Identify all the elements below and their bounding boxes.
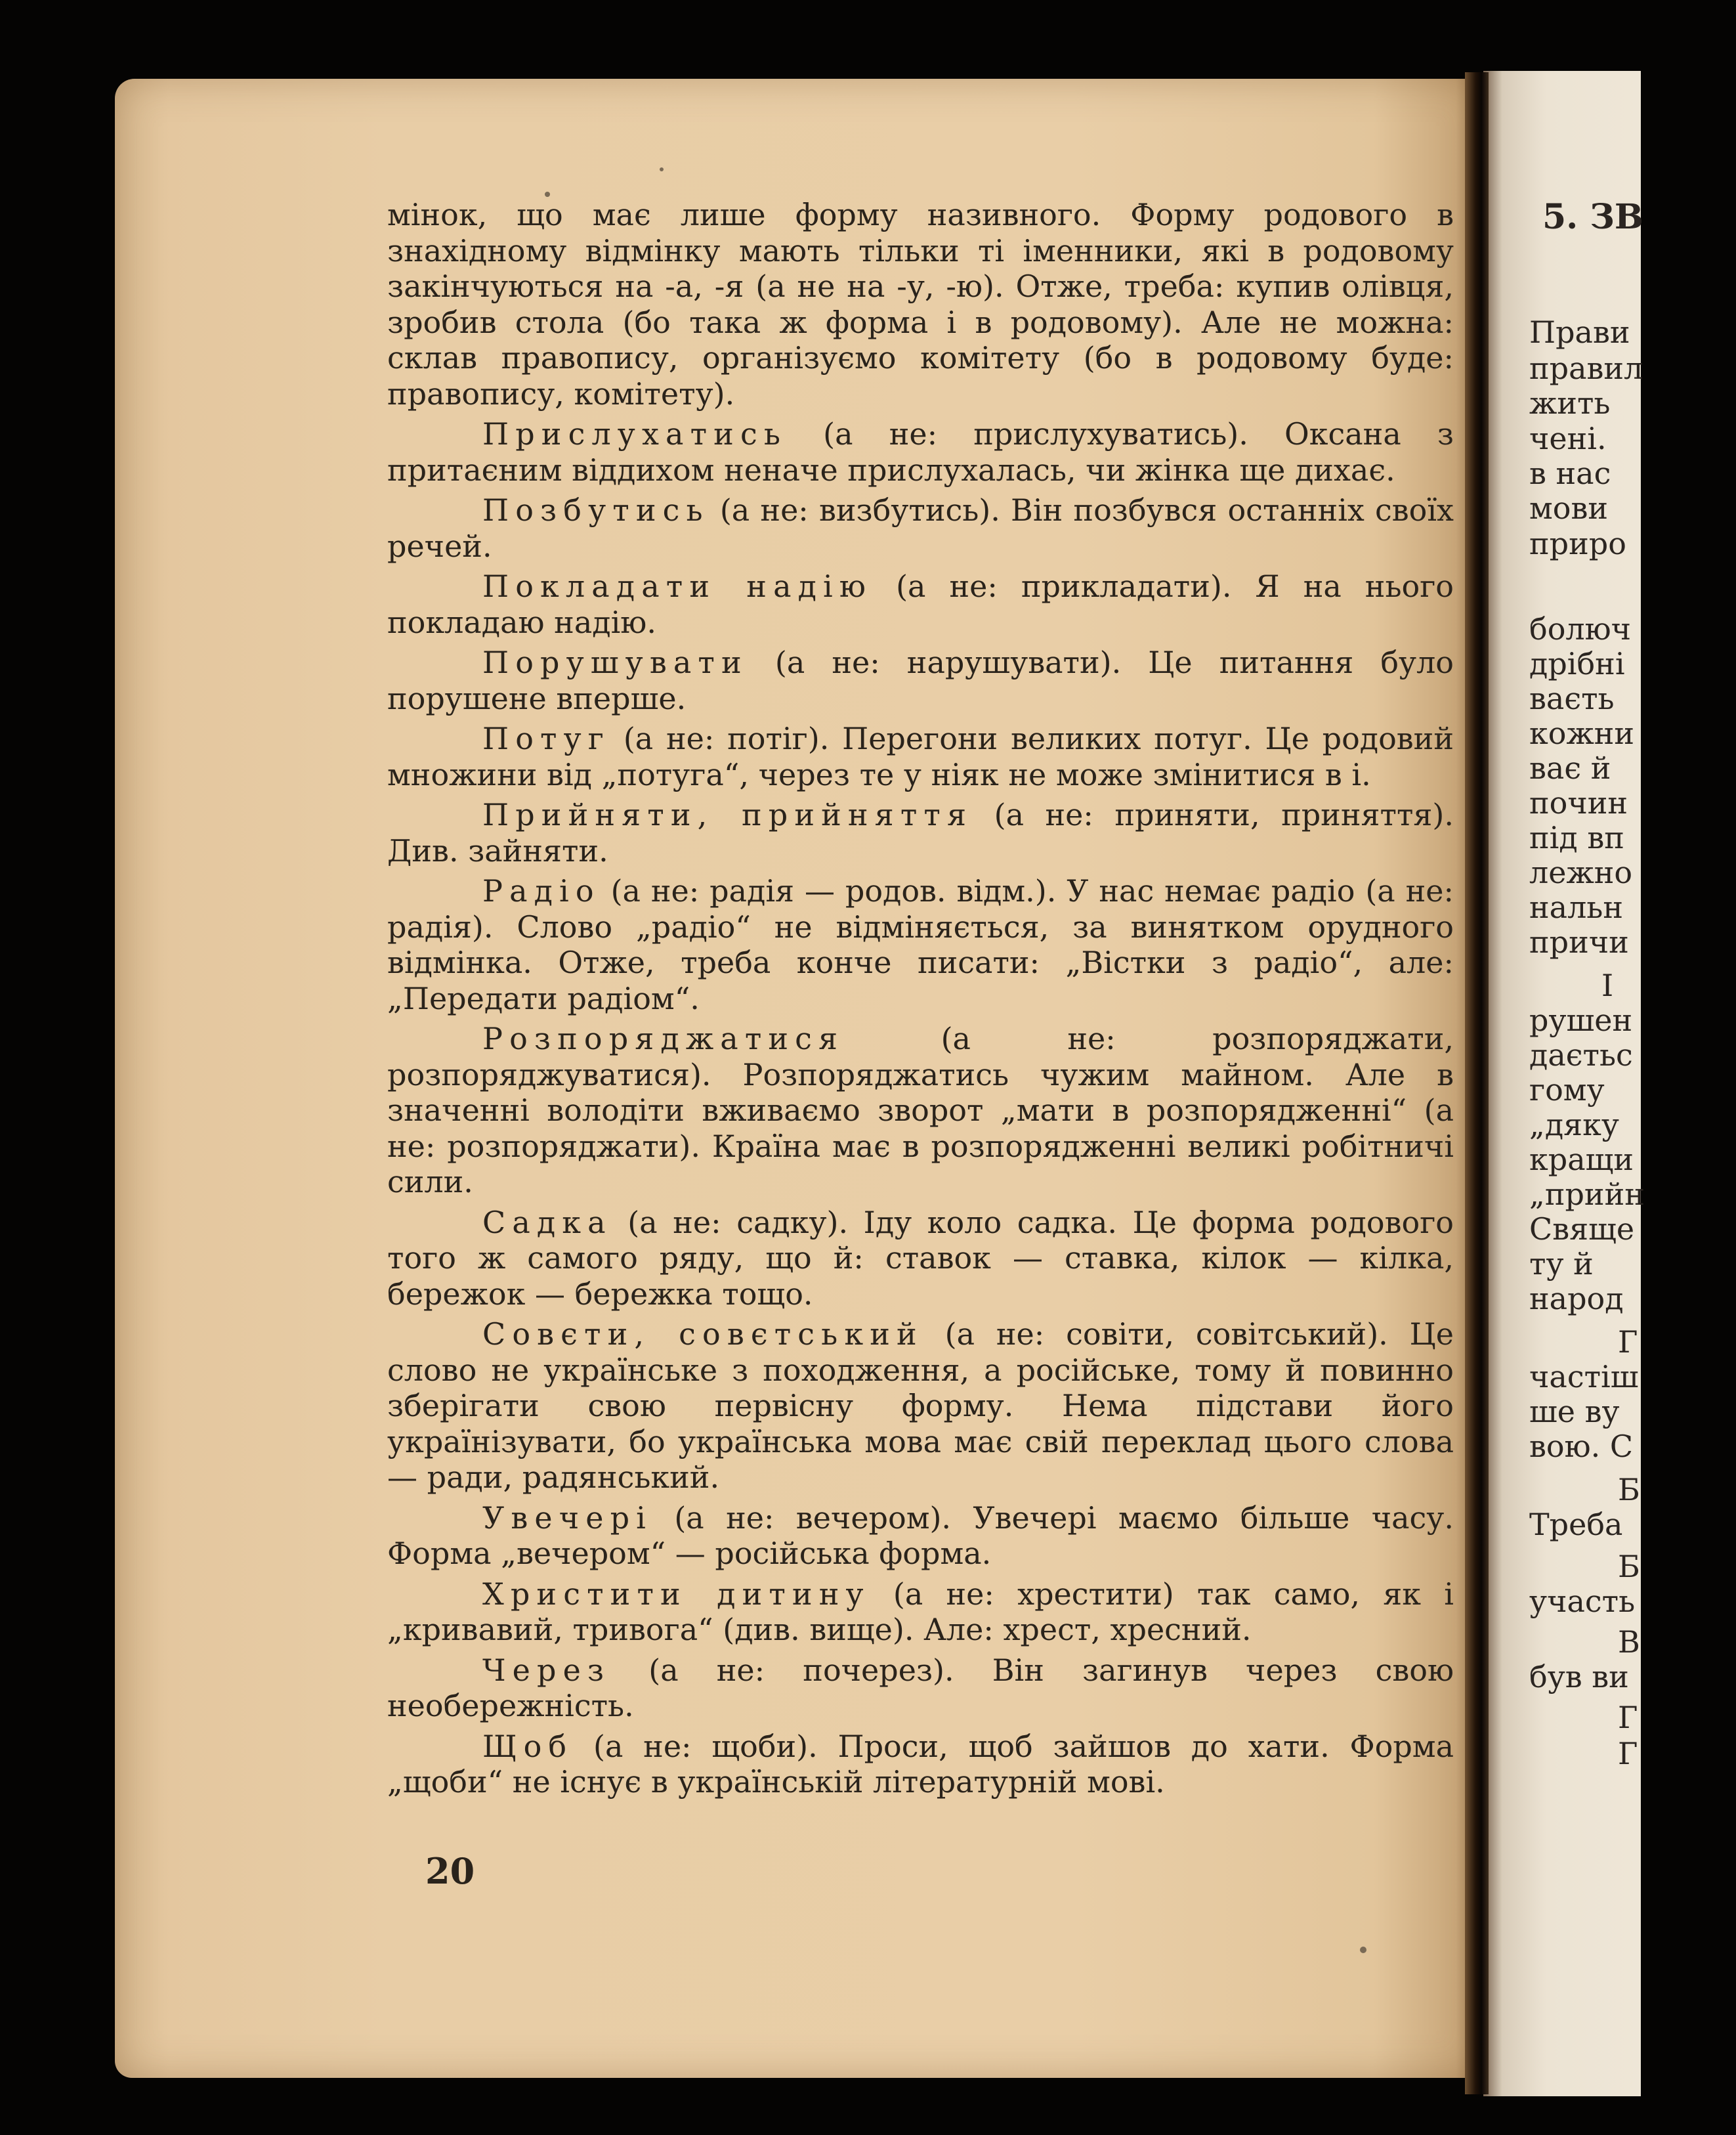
entry-text: (а не: прикладати). Я на нього покладаю надію. (387, 569, 1454, 640)
dictionary-entry (387, 1021, 1454, 1200)
entry-term: Через (482, 1652, 611, 1688)
entry-text: (а не: хрестити) так само, як і „кривавий, тривога“ (див. вище). Але: хрест, хресний. (387, 1576, 1454, 1647)
right-page-line: дрібні (1529, 646, 1625, 681)
right-page-line: чені. (1529, 421, 1607, 456)
right-page-line: кожни (1529, 716, 1635, 751)
entry-text: (а не: радія — родов. відм.). У нас немає радіо (а не: радія). Слово „радіо“ не відміняється, за винятком орудного відмінка. Отже, треба конче писати: „Вістки з радіо“, але: „Передати радіом“. (387, 873, 1454, 1016)
right-page-line: частіш (1529, 1359, 1639, 1394)
paragraph (387, 197, 1454, 412)
entry-text: (а не: визбутись). Він позбувся останніх своїх речей. (387, 492, 1454, 564)
entry-term: Порушувати (482, 645, 748, 680)
right-page-line: Г (1618, 1324, 1638, 1360)
right-page-line: Г (1618, 1700, 1638, 1735)
right-page-line: почин (1529, 785, 1628, 821)
right-page-line: правил (1529, 351, 1643, 386)
entry-term: Прислухатись (482, 416, 787, 452)
entry-text: (а не: щоби). Проси, щоб зайшов до хати. Форма „щоби“ не існує в українській літературній мові. (387, 1728, 1454, 1800)
entry-term: Христити дитину (482, 1576, 870, 1612)
right-page-line: „прийн (1529, 1176, 1645, 1212)
entry-text: (а не: садку). Іду коло садка. Це форма родового того ж самого ряду, що й: ставок — ставка, кілок — кілка, бережок — бережка тощо. (387, 1204, 1454, 1312)
entry-text: (а не: почерез). Він загинув через свою необережність. (387, 1652, 1454, 1723)
right-page-line: кращи (1529, 1142, 1634, 1177)
dictionary-entry (387, 1729, 1454, 1800)
entry-text: (а не: прислухуватись). Оксана з притаєним віддихом неначе прислухалась, чи жінка ще дихає. (387, 416, 1454, 488)
right-page-line: даєтьс (1529, 1037, 1633, 1073)
right-page-line: гому (1529, 1072, 1605, 1108)
paragraph-text: мінок, що має лише форму називного. Форму родового в знахідному відмінку мають тільки ті іменники, які в родовому закінчуються на -а, -я (а не на -у, -ю). Отже, треба: купив олівця, зробив стола (бо така ж форма і в родовому). Але не можна: склав правопису, організуємо комітету (бо в родовому буде: правопису, комітету). (387, 197, 1454, 412)
right-page-line: причи (1529, 924, 1629, 960)
entry-text: (а не: нарушувати). Це питання було порушене вперше. (387, 645, 1454, 716)
right-page-line: жить (1529, 385, 1611, 421)
entry-term: Розпоряджатися (482, 1021, 845, 1056)
right-page-line: ту й (1529, 1246, 1594, 1282)
book-gutter (1465, 72, 1489, 2094)
entry-term: Увечері (482, 1499, 652, 1536)
right-page-line: ваєть (1529, 681, 1615, 716)
paper-speck (1360, 1947, 1366, 1953)
right-page-line: ває й (1529, 750, 1611, 786)
right-page-line: болюч (1529, 611, 1632, 647)
page-number: 20 (425, 1850, 475, 1892)
paper-speck (660, 167, 664, 171)
dictionary-entry (387, 569, 1454, 640)
right-page-line: „дяку (1529, 1107, 1619, 1142)
dictionary-entry (387, 1205, 1454, 1312)
entry-term: Совєти, совєтський (482, 1316, 923, 1352)
entry-term: Радіо (482, 873, 601, 909)
entry-term: Позбутись (482, 492, 709, 528)
right-page-line: Прави (1529, 314, 1630, 350)
right-page-line: І (1601, 968, 1614, 1003)
dictionary-entry (387, 1500, 1454, 1572)
dictionary-entry (387, 1316, 1454, 1496)
right-page-line: ше ву (1529, 1394, 1620, 1429)
entry-term: Щоб (482, 1728, 574, 1764)
right-page-line: Свяще (1529, 1211, 1635, 1247)
left-page-text (387, 197, 1454, 1805)
right-page-line: народ (1529, 1281, 1624, 1316)
dictionary-entry (387, 492, 1454, 564)
dictionary-entry (387, 645, 1454, 716)
dictionary-entry (387, 1652, 1454, 1724)
right-page-heading: 5. ЗВ (1542, 197, 1643, 237)
right-page-line: лежно (1529, 855, 1633, 890)
entry-text: (а не: приняти, приняття). Див. зайняти. (387, 797, 1454, 869)
entry-text: (а не: совіти, совітський). Це слово не українське з походження, а російське, тому й повинно зберігати свою первісну форму. Нема підстави його українізувати, бо українська мова має свій переклад цього слова — ради, радянський. (387, 1316, 1454, 1495)
entry-term: Потуг (482, 721, 611, 756)
right-page-line: в нас (1529, 456, 1611, 491)
right-page-line: мови (1529, 490, 1609, 526)
dictionary-entry (387, 797, 1454, 869)
entry-text: (а не: розпоряджати, розпоряджуватися). Розпоряджатись чужим майном. Але в значенні володіти вживаємо зворот „мати в розпорядженні“ (а не: розпоряджати). Країна має в розпорядженні великі робітничі сили. (387, 1021, 1454, 1199)
right-page-line: Треба (1529, 1507, 1623, 1542)
right-page-line: нальн (1529, 890, 1624, 925)
entry-term: Покладати надію (482, 569, 873, 604)
right-page-line: рушен (1529, 1003, 1633, 1038)
entry-term: Садка (482, 1204, 612, 1240)
right-page-line: під вп (1529, 820, 1624, 855)
right-page-line: Б (1618, 1472, 1640, 1507)
dictionary-entry (387, 721, 1454, 792)
dictionary-entry (387, 416, 1454, 488)
entry-text: (а не: потіг). Перегони великих потуг. Це родовий множини від „потуга“, через те у ніяк не може змінитися в і. (387, 721, 1454, 792)
right-page-line: приро (1529, 526, 1626, 561)
right-page-line: участь (1529, 1584, 1636, 1619)
dictionary-entry (387, 873, 1454, 1016)
paper-speck (545, 192, 550, 197)
right-page-line: Г (1618, 1736, 1638, 1771)
right-page-line: був ви (1529, 1659, 1629, 1694)
right-page-line: Б (1618, 1549, 1640, 1584)
dictionary-entry (387, 1576, 1454, 1648)
entry-term: Прийняти, прийняття (482, 797, 973, 832)
right-page-line: В (1618, 1624, 1640, 1660)
entry-text: (а не: вечером). Увечері маємо більше часу. Форма „вечером“ — російська форма. (387, 1499, 1454, 1571)
right-page-line: вою. С (1529, 1429, 1634, 1464)
